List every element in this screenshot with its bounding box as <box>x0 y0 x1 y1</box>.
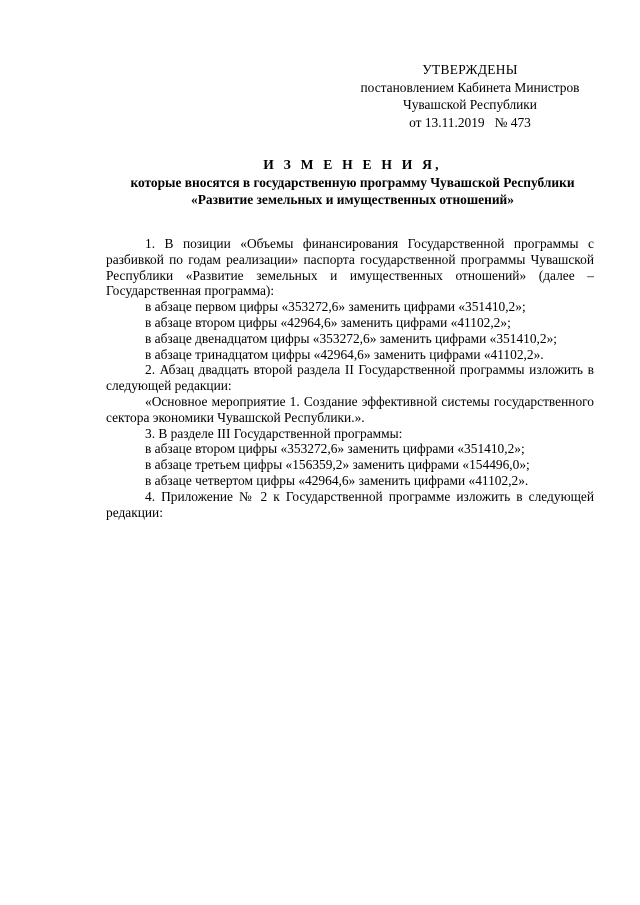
approval-line-1: постановлением Кабинета Министров <box>360 79 580 95</box>
paragraph-10: в абзаце третьем цифры «156359,2» заменить цифрами «154496,0»; <box>145 457 530 473</box>
paragraph-3: в абзаце втором цифры «42964,6» заменить цифрами «41102,2»; <box>145 314 511 330</box>
document-body <box>106 236 594 520</box>
paragraph-6: 2. Абзац двадцать второй раздела II Государственной программы изложить в следующей редакции: <box>106 362 594 394</box>
approval-line-2: Чувашской Республики <box>403 97 537 112</box>
title-line-1: И З М Е Н Е Н И Я, <box>263 157 442 172</box>
paragraph-5: в абзаце тринадцатом цифры «42964,6» заменить цифрами «41102,2». <box>145 346 544 362</box>
paragraph-8: 3. В разделе III Государственной программы: <box>145 425 403 441</box>
paragraph-9: в абзаце втором цифры «353272,6» заменить цифрами «351410,2»; <box>145 441 525 457</box>
approval-line-3: от 13.11.2019 № 473 <box>409 114 531 130</box>
paragraph-4: в абзаце двенадцатом цифры «353272,6» заменить цифрами «351410,2»; <box>145 330 557 346</box>
paragraph-12: 4. Приложение № 2 к Государственной программе изложить в следующей редакции: <box>106 488 594 520</box>
paragraph-11: в абзаце четвертом цифры «42964,6» заменить цифрами «41102,2». <box>145 472 529 488</box>
paragraph-2: в абзаце первом цифры «353272,6» заменить цифрами «351410,2»; <box>145 299 526 315</box>
title-line-3: «Развитие земельных и имущественных отношений» <box>191 192 514 207</box>
paragraph-1: 1. В позиции «Объемы финансирования Государственной программы с разбивкой по годам реализации» паспорта государственной программы Чувашской Республики «Развитие земельных и имущественных отношений» (далее – Государственная программа): <box>106 236 594 299</box>
document-title <box>95 156 610 209</box>
title-line-2: которые вносятся в государственную программу Чувашской Республики <box>130 174 575 190</box>
paragraph-7: «Основное мероприятие 1. Создание эффективной системы государственного сектора экономики Чувашской Республики.». <box>106 393 594 425</box>
approval-stamp <box>345 61 595 131</box>
approval-heading: УТВЕРЖДЕНЫ <box>422 62 518 77</box>
